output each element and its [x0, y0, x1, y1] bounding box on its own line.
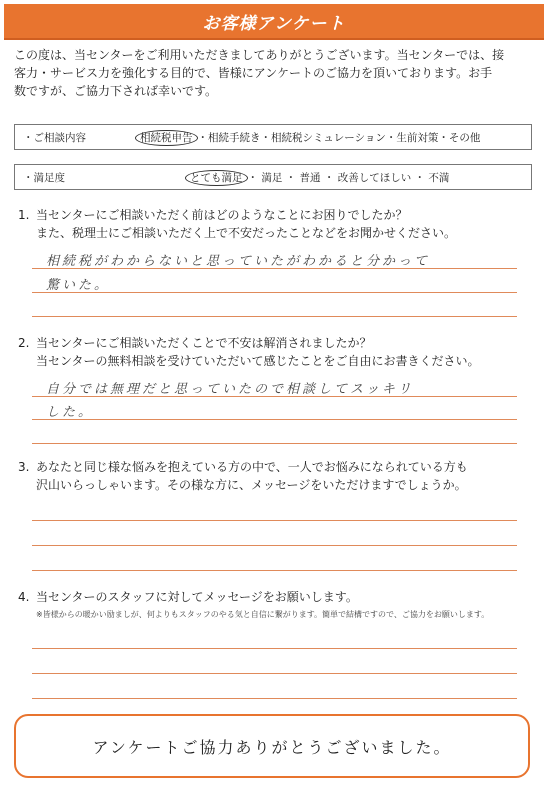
header-banner: [4, 4, 544, 40]
answer-line: [32, 648, 517, 649]
intro-line: この度は、当センターをご利用いただきましてありがとうございます。当センターでは、接: [14, 48, 505, 62]
consult-type-row: [14, 124, 532, 150]
question-2: [18, 334, 528, 370]
answer-line: [32, 673, 517, 674]
intro-line: 客力・サービス力を強化する目的で、皆様にアンケートのご協力を頂いております。お手: [14, 66, 493, 80]
satisfaction-selected[interactable]: とても満足: [185, 170, 248, 186]
question-number: 3.: [18, 460, 30, 474]
intro-paragraph: [14, 46, 534, 100]
question-number: 1.: [18, 208, 30, 222]
answer-line: [32, 419, 517, 420]
question-text: 当センターにご相談いただく前はどのようなことにお困りでしたか？: [36, 208, 408, 222]
answer-line: [32, 316, 517, 317]
answer-line: [32, 520, 517, 521]
satisfaction-other-options: ・ 満足 ・ 普通 ・ 改善してほしい ・ 不満: [247, 171, 450, 184]
question-number: 4.: [18, 590, 30, 604]
question-3: [18, 458, 528, 494]
consult-type-label: ・ご相談内容: [23, 131, 86, 144]
question-text: 当センターの無料相談を受けていただいて感じたことをご自由にお書きください。: [36, 354, 480, 368]
page-title: お客様アンケート: [202, 13, 346, 34]
answer-line: [32, 443, 517, 444]
answer-2-handwriting: した。: [46, 405, 95, 420]
answer-2-handwriting: 自分では無理だと思っていたので相談してスッキリ: [46, 382, 414, 397]
question-text: 沢山いらっしゃいます。その様な方に、メッセージをいただけますでしょうか。: [36, 478, 467, 492]
consult-type-options: [135, 130, 480, 145]
question-text: 当センターのスタッフに対してメッセージをお願いします。: [36, 590, 358, 604]
answer-line: [32, 698, 517, 699]
answer-line: [32, 545, 517, 546]
answer-line: [32, 268, 517, 269]
question-note: ※皆様からの暖かい励ましが、何よりもスタッフのやる気と自信に繋がります。簡単で結構ですので、ご協力をお願いします。: [36, 610, 490, 619]
satisfaction-options: [185, 170, 449, 185]
answer-line: [32, 396, 517, 397]
answer-1-handwriting: 相続税がわからないと思っていたがわかると分かって: [46, 254, 431, 269]
satisfaction-row: [14, 164, 532, 190]
question-text: また、税理士にご相談いただく上で不安だったことなどをお聞かせください。: [36, 226, 457, 240]
intro-line: 数ですが、ご協力下されば幸いです。: [14, 84, 218, 98]
consult-type-selected[interactable]: 相続税申告: [135, 130, 198, 146]
question-4: [18, 588, 528, 624]
answer-1-handwriting: 驚いた。: [46, 278, 111, 293]
satisfaction-label: ・満足度: [23, 171, 65, 184]
question-text: あなたと同じ様な悩みを抱えている方の中で、一人でお悩みになられている方も: [36, 460, 468, 474]
closing-banner: [14, 714, 530, 778]
consult-type-other-options: ・相続手続き・相続税シミュレーション・生前対策・その他: [197, 131, 481, 144]
closing-text: アンケートご協力ありがとうございました。: [92, 737, 452, 757]
question-1: [18, 206, 528, 242]
answer-line: [32, 292, 517, 293]
question-number: 2.: [18, 336, 30, 350]
answer-line: [32, 570, 517, 571]
question-text: 当センターにご相談いただくことで不安は解消されましたか？: [36, 336, 372, 350]
